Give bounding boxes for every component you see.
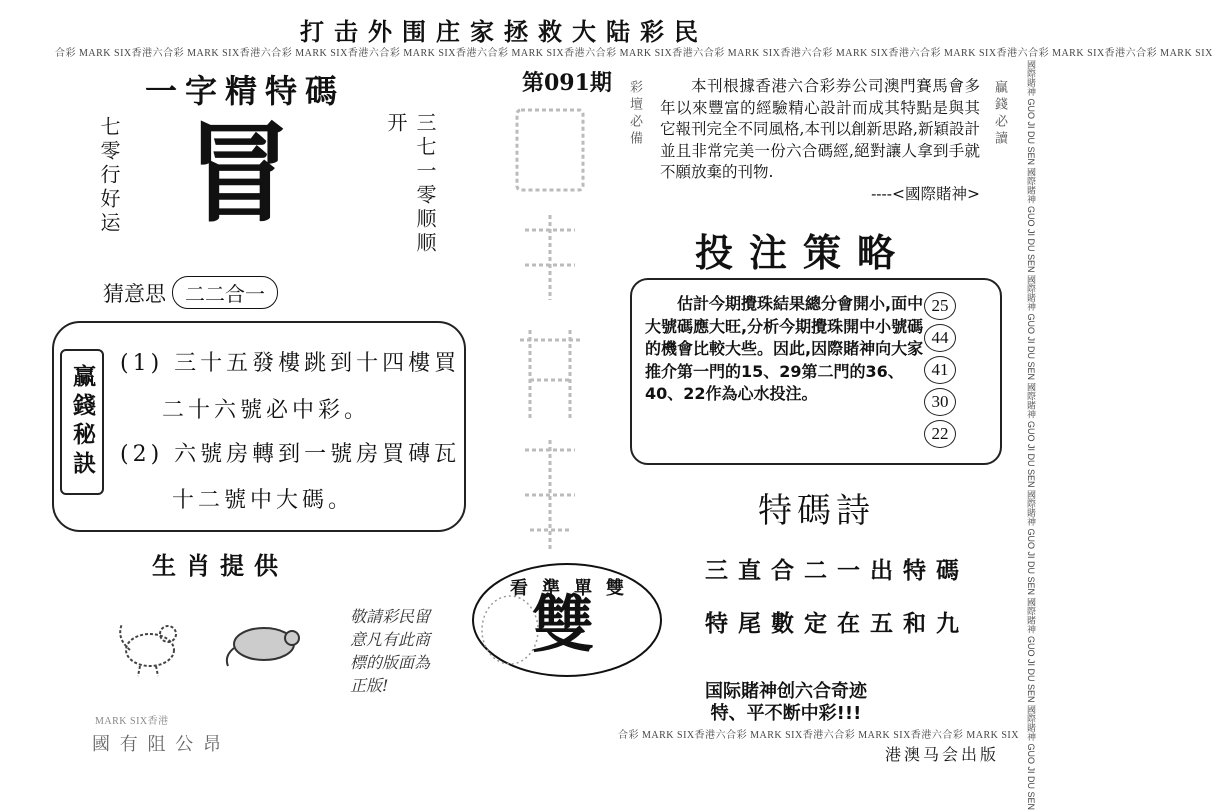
header-title: 打击外围庄家拯救大陆彩民	[300, 17, 708, 46]
left-vertical-note: 彩壇必備	[627, 80, 642, 148]
win-tips-badge: 赢錢秘訣	[60, 349, 104, 495]
strategy-number: 30	[924, 388, 956, 416]
issue-number: 第091期	[522, 70, 612, 96]
bottom-watermark-band: 合彩 MARK SIX香港六合彩 MARK SIX香港六合彩 MARK SIX香港六合彩 MARK SIX	[618, 730, 1019, 741]
rooster-sketch-icon	[110, 610, 190, 680]
strategy-number: 22	[924, 420, 956, 448]
right-phrase: 三七一零顺顺开	[384, 112, 437, 256]
strategy-text: 估計今期攪珠結果總分會開小,面中大號碼應大旺,分析今期攪珠開中小號碼的機會比較大些。因此,因際賭神向大家推介第一門的15、29第二門的36、40、22作為心水投注。	[645, 294, 924, 404]
rat-sketch-icon	[222, 612, 312, 672]
stamp-ring-text: 看準單雙	[510, 578, 638, 599]
section-title-special-number: 一字精特碼	[145, 72, 346, 110]
stamp-center-char: 雙	[532, 588, 595, 661]
brand-caution-note: 敬請彩民留意凡有此商標的版面為正版!	[350, 607, 431, 695]
left-bottom-band: MARK SIX香港	[95, 716, 169, 727]
riddle-line-1: (1) 三十五發樓跳到十四樓買	[120, 351, 461, 376]
riddle-line-4: 十二號中大碼。	[172, 488, 355, 513]
poem-line-2: 特尾數定在五和九	[705, 610, 969, 637]
strategy-title: 投注策略	[695, 230, 912, 275]
left-bottom-text: 國 有 阻 公 昂	[92, 734, 223, 755]
strategy-number: 44	[924, 324, 956, 352]
riddle-line-3: (2) 六號房轉到一號房買磚瓦	[120, 442, 461, 467]
left-phrase: 七零行好运	[97, 116, 121, 236]
strategy-number: 41	[924, 356, 956, 384]
publisher: 港澳马会出版	[885, 745, 1000, 764]
poem-title: 特碼詩	[758, 491, 875, 531]
guess-label: 猜意思	[103, 282, 166, 306]
intro-signature: ----<國際賭神>	[871, 184, 980, 203]
promo-block	[705, 681, 867, 725]
riddle-line-2: 二十六號必中彩。	[162, 398, 371, 423]
side-watermark: 國際賭神 GUO JI DU SEN 國際賭神 GUO JI DU SEN 國際賭神 GUO JI DU SEN 國際賭神 GUO JI DU SEN 國際賭神 GUO JI DU SEN 國際賭神 GUO JI DU SEN 國際賭神 GUO JI DU SEN	[1026, 60, 1036, 810]
top-watermark-band: 合彩 MARK SIX香港六合彩 MARK SIX香港六合彩 MARK SIX香港六合彩 MARK SIX香港六合彩 MARK SIX香港六合彩 MARK SIX香港六合彩 MARK SIX香港六合彩 MARK SIX香港六合彩 MARK SIX香港六合彩 MARK SIX香港六合彩 MARK SIX	[55, 48, 1213, 59]
intro-text: 本刊根據香港六合彩券公司澳門賽馬會多年以來豐富的經驗精心設計而成其特點是與其它報刊完全不同風格,本刊以創新思路,新穎設計並且非常完美一份六合碼經,絕對讓人拿到手就不願放棄的刊物.	[660, 77, 980, 181]
big-character: 冒	[185, 111, 294, 237]
guess-answer: 二二合一	[172, 276, 278, 309]
brand-stamp	[470, 560, 665, 678]
zodiac-title: 生肖提供	[152, 551, 288, 580]
background-watermark-glyphs-icon	[505, 100, 595, 560]
promo-line-2: 特、平不断中彩!!!	[710, 703, 862, 724]
right-vertical-note: 贏錢必讀	[992, 80, 1007, 148]
poem-line-1: 三直合二一出特碼	[705, 557, 969, 584]
promo-line-1: 国际賭神创六合奇迹	[705, 681, 867, 702]
intro-paragraph	[660, 76, 980, 205]
strategy-number: 25	[924, 292, 956, 320]
guess-row	[103, 276, 278, 309]
